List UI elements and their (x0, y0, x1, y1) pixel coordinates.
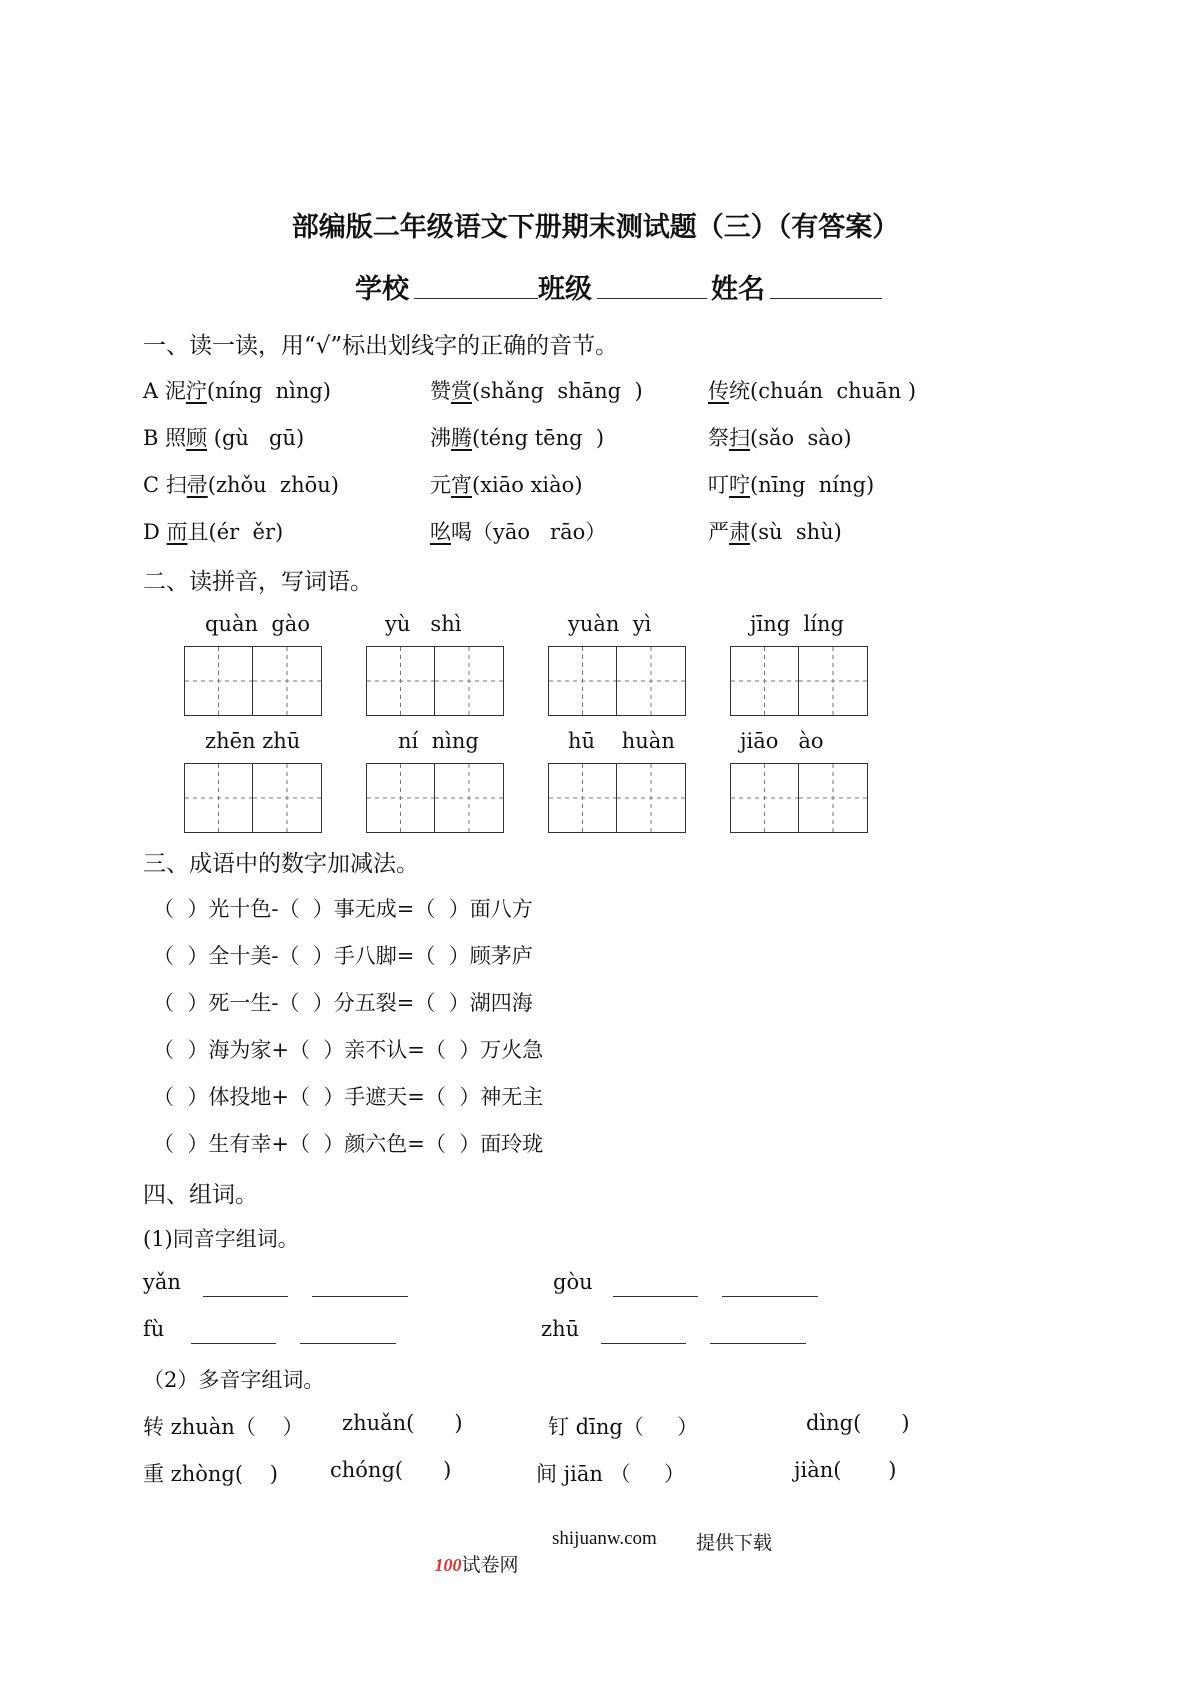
page-title: 部编版二年级语文下册期末测试题（三）（有答案） (291, 212, 900, 243)
section4-heading: 四、组词。 (143, 1182, 258, 1208)
footer-domain[interactable]: shijuanw.com (552, 1528, 657, 1549)
idiom-equation[interactable]: （ ）体投地+（ ）手遮天=（ ）神无主 (153, 1085, 544, 1109)
homophone-subheading: (1)同音字组词。 (143, 1227, 299, 1251)
writing-grid[interactable] (366, 646, 504, 716)
pinyin-item[interactable]: A 泥泞(níng nìng) (143, 379, 331, 403)
polyphone-item[interactable]: jiàn( ) (794, 1458, 897, 1482)
writing-grid[interactable] (184, 763, 322, 833)
polyphone-item[interactable]: zhuǎn( ) (342, 1411, 463, 1435)
idiom-equation[interactable]: （ ）全十美-（ ）手八脚=（ ）顾茅庐 (153, 944, 533, 968)
answer-blank[interactable] (722, 1296, 818, 1297)
pinyin-item[interactable]: 元宵(xiāo xiào) (430, 473, 583, 497)
pinyin-item[interactable]: B 照顾 (gù gū) (143, 426, 305, 450)
pinyin-item[interactable]: C 扫帚(zhǒu zhōu) (143, 473, 339, 497)
idiom-equation[interactable]: （ ）生有幸+（ ）颜六色=（ ）面玲珑 (153, 1132, 544, 1156)
polyphone-item[interactable]: dìng( ) (806, 1411, 910, 1435)
pinyin-item[interactable]: 赞赏(shǎng shāng ) (430, 379, 643, 403)
idiom-equation[interactable]: （ ）死一生-（ ）分五裂=（ ）湖四海 (153, 991, 533, 1015)
pinyin-prompt: quàn gào (205, 612, 310, 636)
writing-grid[interactable] (366, 763, 504, 833)
section3-heading: 三、成语中的数字加减法。 (143, 851, 419, 877)
answer-blank[interactable] (312, 1296, 408, 1297)
writing-grid[interactable] (548, 646, 686, 716)
pinyin-item[interactable]: 严肃(sù shù) (708, 520, 842, 544)
answer-blank[interactable] (300, 1343, 396, 1344)
pinyin-item[interactable]: 叮咛(nīng níng) (708, 473, 875, 497)
polyphone-item[interactable]: chóng( ) (330, 1458, 452, 1482)
class-label: 班级 (538, 274, 592, 305)
pinyin-item[interactable]: 祭扫(sǎo sào) (708, 426, 852, 450)
site-logo: 100 (434, 1555, 462, 1575)
footer-note: 提供下载 (696, 1533, 773, 1554)
pinyin-item[interactable]: D 而且(ér ěr) (143, 520, 284, 544)
answer-blank[interactable] (613, 1296, 698, 1297)
answer-blank[interactable] (203, 1296, 288, 1297)
pinyin-item[interactable]: 吆喝（yāo rāo） (430, 520, 607, 544)
writing-grid[interactable] (548, 763, 686, 833)
section2-heading: 二、读拼音，写词语。 (143, 569, 373, 595)
class-field[interactable] (597, 298, 707, 299)
idiom-equation[interactable]: （ ）海为家+（ ）亲不认=（ ）万火急 (153, 1038, 544, 1062)
pinyin-item[interactable]: 沸腾(téng tēng ) (430, 426, 605, 450)
pinyin-prompt: yuàn yì (568, 612, 652, 636)
homophone-pinyin: yǎn (143, 1270, 181, 1294)
homophone-pinyin: fù (143, 1317, 165, 1341)
writing-grid[interactable] (184, 646, 322, 716)
polyphone-subheading: （2）多音字组词。 (143, 1368, 325, 1392)
school-label: 学校 (355, 274, 409, 305)
answer-blank[interactable] (710, 1343, 806, 1344)
pinyin-prompt: jīng líng (750, 612, 844, 636)
pinyin-item[interactable]: 传统(chuán chuān ) (708, 379, 917, 403)
polyphone-item[interactable]: 重 zhòng( ) (143, 1462, 278, 1486)
homophone-pinyin: gòu (553, 1270, 593, 1294)
pinyin-prompt: jiāo ào (740, 729, 824, 753)
pinyin-prompt: yù shì (385, 612, 462, 636)
footer (425, 1528, 519, 1577)
pinyin-prompt: ní nìng (398, 729, 479, 753)
pinyin-prompt: zhēn zhū (205, 729, 301, 753)
answer-blank[interactable] (191, 1343, 276, 1344)
homophone-pinyin: zhū (541, 1317, 580, 1341)
idiom-equation[interactable]: （ ）光十色-（ ）事无成=（ ）面八方 (153, 897, 533, 921)
writing-grid[interactable] (730, 763, 868, 833)
site-name: 试卷网 (461, 1555, 519, 1576)
section1-heading: 一、读一读，用“√”标出划线字的正确的音节。 (143, 333, 619, 359)
pinyin-prompt: hū huàn (568, 729, 675, 753)
school-field[interactable] (414, 298, 538, 299)
writing-grid[interactable] (730, 646, 868, 716)
name-label: 姓名 (711, 274, 765, 305)
polyphone-item[interactable]: 转 zhuàn（ ） (143, 1415, 304, 1439)
polyphone-item[interactable]: 间 jiān （ ） (536, 1462, 685, 1486)
polyphone-item[interactable]: 钉 dīng（ ） (548, 1415, 699, 1439)
name-field[interactable] (770, 298, 882, 299)
answer-blank[interactable] (601, 1343, 686, 1344)
